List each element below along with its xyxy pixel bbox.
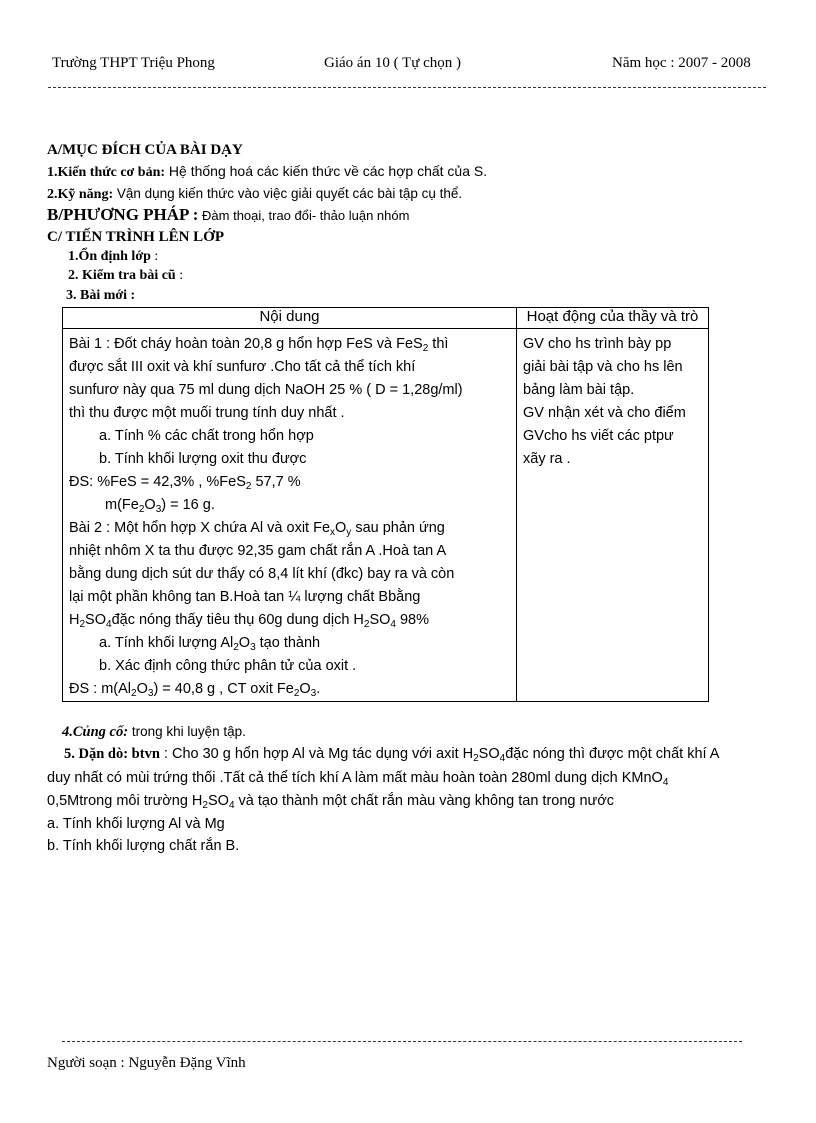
step-2: [68, 268, 183, 284]
objective-skill: [47, 186, 462, 203]
step-1: [68, 249, 158, 265]
content-cell: [63, 329, 517, 702]
exercise-2-line-3: bằng dung dịch sút dư thấy có 8,4 lít khí (đkc) bay ra và còn: [69, 566, 455, 582]
exercise-1-question-a: a. Tính % các chất trong hổn hợp: [99, 428, 314, 444]
section-c-title: C/ TIẾN TRÌNH LÊN LỚP: [47, 229, 224, 245]
step-3: 3. Bài mới :: [66, 288, 136, 303]
activity-line-6: xãy ra .: [523, 451, 571, 467]
step-4: [62, 724, 246, 741]
objective-skill-label: 2.Kỹ năng:: [47, 187, 114, 202]
activity-line-4: GV nhận xét và cho điểm: [523, 405, 686, 421]
step-5-label: 5. Dặn dò: btvn: [64, 746, 160, 762]
objective-knowledge-text: Hệ thống hoá các kiến thức về các hợp chất của S.: [165, 163, 488, 179]
activity-line-2: giải bài tập và cho hs lên: [523, 359, 683, 375]
section-a-title: A/MỤC ĐÍCH CỦA BÀI DẠY: [47, 142, 243, 158]
exercise-1-answer-2: $m(Fe_2O_3) = 16$ g.: [105, 497, 215, 515]
exercise-2-answer: ĐS : $m(Al_2O_3) = 40,8$ g , CT oxit $Fe_2O_3$.: [69, 681, 321, 699]
exercise-1-line-4: thì thu được một muối trung tính duy nhất .: [69, 405, 345, 421]
step-1-tail: :: [150, 249, 159, 264]
exercise-2-line-5: $H_2SO_4đặc$ nóng thấy tiêu thụ 60g dung dịch $H_2SO_4$ 98%: [69, 612, 430, 630]
section-b-title: B/PHƯƠNG PHÁP :: [47, 205, 199, 224]
activity-line-1: GV cho hs trình bày pp: [523, 336, 672, 352]
table-header-row: [63, 308, 709, 329]
step-4-text: trong khi luyện tập.: [128, 724, 246, 739]
exercise-2-line-2: nhiệt nhôm X ta thu được 92,35 gam chất rắn A .Hoà tan A: [69, 543, 447, 559]
exercise-1-answer-1: ĐS: %FeS = 42,3% , %FeS$_2$ 57,7 %: [69, 474, 301, 492]
col-activity-header: Hoạt động của thầy và trò: [517, 308, 709, 329]
step-1-label: 1.Ổn định lớp: [68, 249, 151, 264]
header-year: Năm học : 2007 - 2008: [612, 55, 751, 71]
exercise-1-line-3: sunfurơ này qua 75 ml dung dịch NaOH 25 % ( D = 1,28g/ml): [69, 382, 463, 398]
exercise-2-line-1: Bài 2 : Một hổn hợp X chứa Al và oxit $Fe_xO_y$ sau phản ứng: [69, 520, 445, 538]
exercise-1-line-2: được sắt III oxit và khí sunfurơ .Cho tất cả thể tích khí: [69, 359, 416, 375]
footer-divider: [62, 1041, 742, 1042]
col-content-header: Nội dung: [63, 308, 517, 329]
header-lesson: Giáo án 10 ( Tự chọn ): [324, 55, 461, 71]
footer-author: Người soạn : Nguyễn Đặng Vĩnh: [47, 1055, 246, 1071]
exercise-2-line-4: lại một phần không tan B.Hoà tan ¼ lượng chất Bbằng: [69, 589, 421, 605]
step-5-line-2: duy nhất có mùi trứng thối .Tất cả thể tích khí A làm mất màu hoàn toàn 280ml dung dịch KMnO$_4$: [47, 770, 669, 788]
lesson-table: [62, 307, 709, 702]
objective-knowledge: [47, 163, 487, 181]
step-5-line-1: 5. Dặn dò: btvn : Cho 30 g hổn hợp Al và Mg tác dụng với axit $H_2SO_4đặc$ nóng thì được một chất khí A: [64, 746, 720, 764]
step-4-label: 4.Củng cố:: [62, 724, 129, 740]
activity-cell: [517, 329, 709, 702]
step-5-line-3: 0,5Mtrong môi trường $H_2SO_4$ và tạo thành một chất rắn màu vàng không tan trong nước: [47, 793, 615, 811]
objective-knowledge-label: 1.Kiến thức cơ bản:: [47, 165, 166, 180]
exercise-1-question-b: b. Tính khối lượng oxit thu được: [99, 451, 307, 467]
header-school: Trường THPT Triệu Phong: [52, 55, 215, 71]
section-b: [47, 205, 409, 225]
step-5-question-a: a. Tính khối lượng Al và Mg: [47, 816, 225, 832]
exercise-2-question-b: b. Xác định công thức phân tử của oxit .: [99, 658, 357, 674]
header-divider: [48, 87, 766, 88]
activity-line-3: bảng làm bài tập.: [523, 382, 635, 398]
exercise-2-question-a: a. Tính khối lượng $Al_2O_3$ tạo thành: [99, 635, 321, 653]
exercise-1-line-1: Bài 1 : Đốt cháy hoàn toàn 20,8 g hổn hợp FeS và FeS$_2$ thì: [69, 336, 449, 354]
objective-skill-text: Vận dụng kiến thức vào việc giải quyết các bài tập cụ thể.: [113, 186, 463, 201]
step-2-label: 2. Kiểm tra bài cũ: [68, 268, 176, 283]
table-row: [63, 329, 709, 702]
step-5-question-b: b. Tính khối lượng chất rắn B.: [47, 838, 240, 854]
activity-line-5: GVcho hs viết các ptpư: [523, 428, 674, 444]
section-b-text: Đàm thoại, trao đổi- thảo luận nhóm: [198, 208, 410, 223]
step-2-tail: :: [175, 268, 184, 283]
